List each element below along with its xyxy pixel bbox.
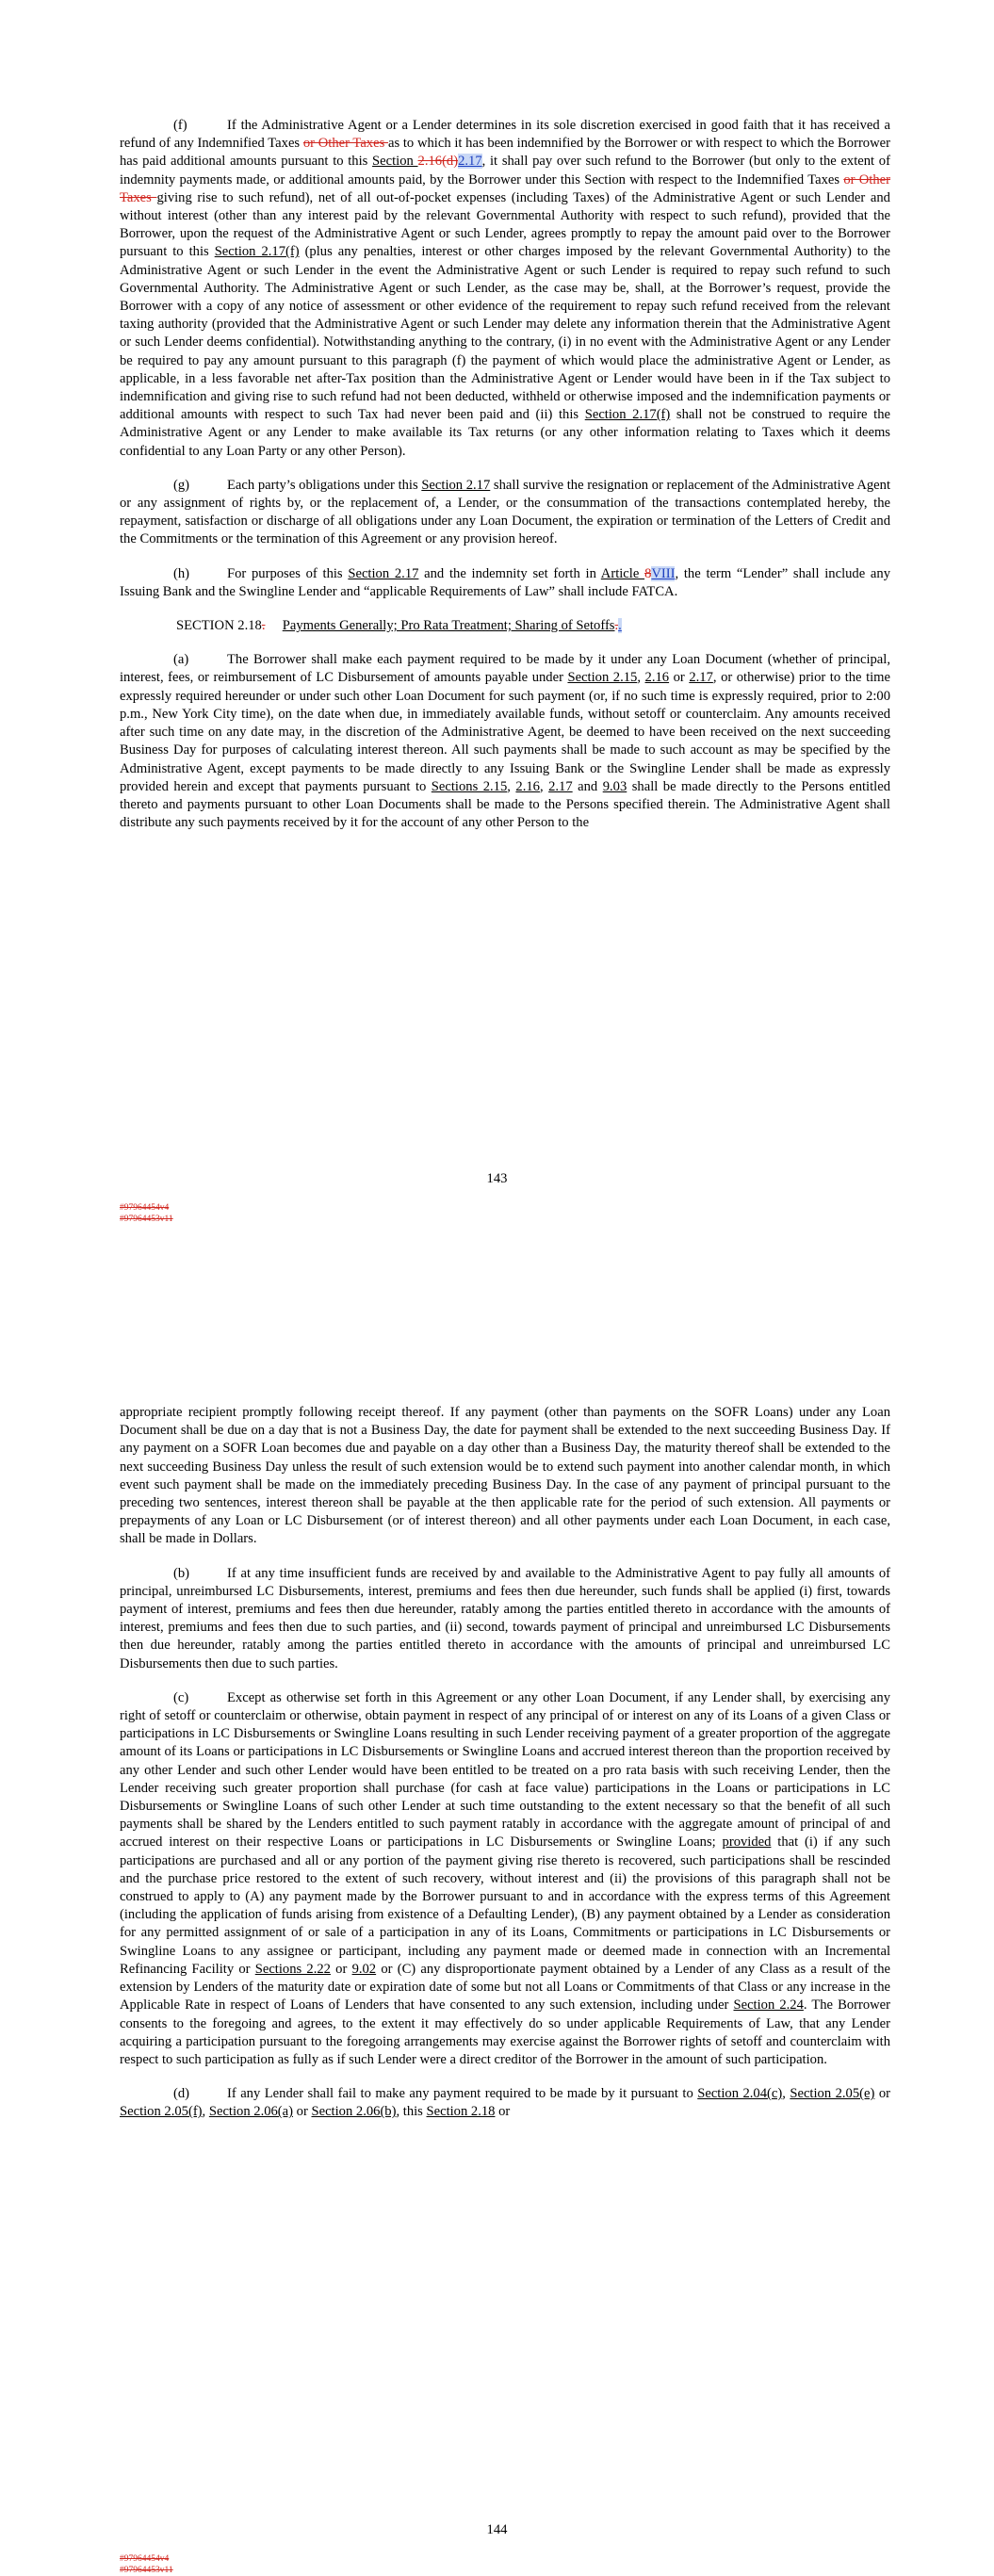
section-reference: 9.02	[351, 1961, 377, 1977]
paragraph-b	[120, 1565, 890, 1673]
paragraph-g	[120, 477, 890, 549]
doc-id: #97964454v4	[120, 1203, 170, 1213]
text-run: Each party’s obligations under this	[227, 477, 422, 493]
page-body	[120, 117, 890, 848]
paragraph-label: (c)	[173, 1689, 189, 1705]
text-run: as to which it has been indemnified by the Borrower or with respect to which the Borrower has paid additional amounts pursuant to this	[120, 136, 890, 170]
text-run: The Borrower shall make each payment required to be made by it under any Loan Document (whether of principal, interest, fees, or reimbursement of LC Disbursement of amounts payable under	[120, 652, 890, 686]
inserted-text: VIII	[651, 565, 676, 581]
text-run: For purposes of this	[227, 565, 349, 581]
inserted-text: .	[618, 618, 622, 634]
doc-id: #97964454v4	[120, 2554, 170, 2564]
text-run: , this	[396, 2104, 427, 2120]
text-run: or	[293, 2104, 312, 2120]
text-run: If any Lender shall fail to make any payment required to be made by it pursuant to	[227, 2086, 698, 2102]
text-run: or (C) any disproportionate payment obtained by a Lender of any Class as a result of the extension by Lenders of the maturity date or expiration date of some but not all Loans or Commitments of that Class or any increase in the Applicable Rate in respect of Loans of Lenders that have consented to any such extension, including under	[120, 1961, 890, 2014]
section-reference: Section 2.05(e)	[790, 2086, 875, 2102]
section-reference: 2.17	[548, 778, 573, 794]
provided-term: provided	[722, 1834, 772, 1850]
text-run: , it shall pay over such refund to the Borrower (but only to the extent of indemnity payments made, or additional amounts paid, by the Borrower under this Section with respect to the Indemnified Taxes	[120, 154, 890, 187]
paragraph-c	[120, 1689, 890, 2069]
text-run: or	[330, 1961, 352, 1977]
paragraph-label: (d)	[173, 2086, 190, 2102]
section-number: SECTION 2.18	[176, 618, 262, 634]
paragraph-h	[120, 565, 890, 601]
section-heading-2-18	[120, 617, 890, 635]
document-ids	[120, 2553, 173, 2576]
paragraph-label: (b)	[173, 1565, 190, 1581]
section-reference: Section 2.15	[567, 670, 638, 686]
section-reference: Section 2.17	[421, 477, 491, 493]
text-run: If the Administrative Agent or a Lender determines in its sole discretion exercised in good faith that it has received a refund of any Indemnified Taxes	[120, 118, 890, 152]
section-reference: Section 2.17(f)	[214, 244, 300, 260]
text-run: that (i) if any such participations are purchased and all or any portion of the payment giving rise thereto is recovered, such participations shall be rescinded and the purchase price restored to the extent of such recovery, without interest and (ii) the provisions of this paragraph shall not be construed to apply to (A) any payment made by the Borrower pursuant to and in accordance with the express terms of this Agreement (including the application of funds arising from existence of a Defaulting Lender), (B) any payment obtained by a Lender as consideration for any permitted assignment of or sale of a participation in any of its Loans, Commitments or participations in LC Disbursements or Swingline Loans to any assignee or participant, including any payment made or deemed made in connection with an Incremental Refinancing Facility or	[120, 1834, 890, 1977]
text-run: or	[495, 2104, 511, 2120]
text-run: shall be made directly to the Persons entitled thereto and payments pursuant to other Loan Documents shall be made to the Persons specified therein. The Administrative Agent shall distribute any such payments received by it for the account of any other Person to the	[120, 778, 890, 831]
paragraph-d	[120, 2085, 890, 2121]
section-reference: 2.17	[689, 670, 713, 686]
text-run: ,	[507, 778, 516, 794]
doc-id: #97964453v11	[120, 2566, 173, 2575]
section-reference: Section 2.17(f)	[584, 407, 671, 423]
text-run: , the term “Lender” shall include any Issuing Bank and the Swingline Lender and “applicable Requirements of Law” shall include FATCA.	[120, 565, 890, 599]
section-reference: Section 2.06(a)	[208, 2104, 294, 2120]
deleted-text: 2.16(d)	[417, 154, 459, 170]
text-run: If at any time insufficient funds are received by and available to the Administrative Agent to pay fully all amounts of principal, unreimbursed LC Disbursements, interest, premiums and fees then due hereunder, such funds shall be applied (i) first, towards payment of interest, premiums and fees then due hereunder, ratably among the parties entitled thereto in accordance with the amounts of interest, premiums and fees then due to such parties, and (ii) second, towards payment of principal and unreimbursed LC Disbursements then due hereunder, ratably among the parties entitled thereto in accordance with the amounts of principal and unreimbursed LC Disbursements then due to such parties.	[120, 1565, 890, 1671]
paragraph-label: (f)	[173, 118, 187, 133]
page-number: 143	[486, 1171, 508, 1186]
section-reference: Sections 2.15	[431, 778, 508, 794]
text-run: (plus any penalties, interest or other charges imposed by the relevant Governmental Authority) to the Administrative Agent or such Lender in the event the Administrative Agent or such Lender is required to repay such refund to such Governmental Authority. The Administrative Agent or such Lender, as the case may be, shall, at the Borrower’s request, provide the Borrower with a copy of any notice of assessment or other evidence of the requirement to repay such refund received from the relevant taxing authority (provided that the Administrative Agent or such Lender may delete any information therein that the Administrative Agent or such Lender deems confidential). Notwithstanding anything to the contrary, (i) in no event with the Administrative Agent or any Lender be required to pay any amount pursuant to this paragraph (f) the payment of which would place the administrative Agent or Lender, as applicable, in a less favorable net after-Tax position than the Administrative Agent or Lender would have been in if the Tax subject to indemnification and giving rise to such refund had not been deducted, withheld or otherwise imposed and the indemnification payments or additional amounts with respect to such Tax had never been paid and (ii) this	[120, 244, 890, 423]
text-run: and	[572, 778, 603, 794]
deleted-text: or Other Taxes	[120, 171, 890, 205]
section-reference: Section 2.24	[733, 1997, 804, 2014]
paragraph-a	[120, 651, 890, 832]
section-reference: 2.16	[515, 778, 540, 794]
text-run: . The Borrower consents to the foregoing and agrees, to the extent it may effectively do so under applicable Requirements of Law, that any Lender acquiring a participation pursuant to the foregoing arrangements may exercise against the Borrower rights of setoff and counterclaim with respect to such participation as fully as if such Lender were a direct creditor of the Borrower in the amount of such participation.	[120, 1997, 891, 2067]
section-reference: Section 2.05(f)	[120, 2104, 203, 2120]
text-run: and the indemnity set forth in	[418, 565, 601, 581]
section-reference: 9.03	[602, 778, 627, 794]
document-page-143	[0, 0, 994, 1253]
text-run: or	[669, 670, 690, 686]
page-number: 144	[486, 2522, 508, 2537]
section-reference: Section 2.04(c)	[697, 2086, 783, 2102]
document-page-144	[0, 1253, 994, 2575]
text-run: ,	[539, 778, 549, 794]
deleted-text: .	[614, 618, 619, 634]
inserted-text: 2.17	[458, 154, 482, 170]
section-reference: Section 2.18	[426, 2104, 496, 2120]
page-body	[120, 1404, 890, 2138]
paragraph-a-continued: appropriate recipient promptly following receipt thereof. If any payment (other than payments on the SOFR Loans) under any Loan Document shall be due on a day that is not a Business Day, the date for payment shall be extended to the next succeeding Business Day. If any payment on a SOFR Loan becomes due and payable on a day other than a Business Day, the maturity thereof shall be extended to the next succeeding Business Day unless the result of such extension would be to extend such payment into another calendar month, in which event such payment shall be made on the immediately preceding Business Day. In the case of any payment of principal pursuant to the preceding two sentences, interest thereon shall be payable at the then applicable rate for the period of such extension. All payments or prepayments of any Loan or LC Disbursement (or of interest thereon) and all other payments under each Loan Document, in each case, shall be made in Dollars.	[120, 1405, 890, 1547]
text-run: , or otherwise) prior to the time expressly required hereunder or under such other Loan Document for such payment (or, if no such time is expressly required, prior to 2:00 p.m., New York City time), on the date when due, in immediately available funds, without setoff or counterclaim. Any amounts received after such time on any date may, in the discretion of the Administrative Agent, be deemed to have been received on the next succeeding Business Day for purposes of calculating interest thereon. All such payments shall be made to such account as may be specified by the Administrative Agent, except payments to be made directly to any Issuing Bank or the Swingline Lender shall be made as expressly provided herein and except that payments pursuant to	[120, 670, 891, 794]
section-reference: Section	[372, 154, 418, 170]
text-run: giving rise to such refund), net of all out-of-pocket expenses (including Taxes) of the Administrative Agent or such Lender and without interest (other than any interest paid by the relevant Governmental Authority with respect to such refund), provided that the Borrower, upon the request of the Administrative Agent or such Lender, agrees promptly to repay the amount paid over to the Borrower pursuant to this	[120, 189, 890, 260]
text-run: or	[874, 2086, 890, 2102]
section-reference: Section 2.17	[348, 565, 419, 581]
paragraph-label: (a)	[173, 652, 189, 668]
article-reference: Article	[600, 565, 645, 581]
text-run: shall not be construed to require the Administrative Agent or any Lender to make available its Tax returns (or any other information relating to Taxes which it deems confidential to any Loan Party or any other Person).	[120, 407, 891, 459]
text-run: ,	[637, 670, 645, 686]
paragraph-label: (h)	[173, 565, 190, 581]
text-run: ,	[782, 2086, 790, 2102]
deleted-text: 8	[644, 565, 652, 581]
section-reference: Section 2.06(b)	[311, 2104, 397, 2120]
paragraph-label: (g)	[173, 477, 190, 493]
document-ids	[120, 1202, 173, 1225]
text-run: Except as otherwise set forth in this Agreement or any other Loan Document, if any Lender shall, by exercising any right of setoff or counterclaim or otherwise, obtain payment in respect of any principal of or interest on any of its Loans of a given Class or participations in LC Disbursements or Swingline Loans resulting in such Lender receiving payment of a greater proportion of the aggregate amount of its Loans or participations in LC Disbursements or Swingline Loans and accrued interest thereon than the proportion received by any other Lender and such other Lender would have been entitled to be treated on a pro rata basis with such receiving Lender, then the Lender receiving such greater proportion shall purchase (for cash at face value) participations in the Loans or participations in LC Disbursements or Swingline Loans of such other Lender at such time outstanding to the extent necessary so that the benefit of all such payments shall be shared by the Lenders entitled to such payment ratably in accordance with the aggregate amount of principal of and accrued interest on their respective Loans or participations in LC Disbursements or Swingline Loans;	[120, 1689, 890, 1850]
deleted-text: or Other Taxes	[302, 136, 388, 152]
doc-id: #97964453v11	[120, 1215, 173, 1224]
section-reference: Sections 2.22	[254, 1961, 331, 1977]
text-run: ,	[202, 2104, 209, 2120]
text-run: shall survive the resignation or replacement of the Administrative Agent or any assignment of rights by, or the replacement of, a Lender, or the consummation of the transactions contemplated hereby, the repayment, satisfaction or discharge of all obligations under any Loan Document, the expiration or termination of the Letters of Credit and the Commitments or the termination of this Agreement or any provision hereof.	[120, 477, 891, 547]
paragraph-f	[120, 117, 890, 461]
section-title: Payments Generally; Pro Rata Treatment; Sharing of Setoffs	[282, 618, 615, 634]
deleted-text: .	[261, 618, 266, 634]
section-reference: 2.16	[644, 670, 670, 686]
